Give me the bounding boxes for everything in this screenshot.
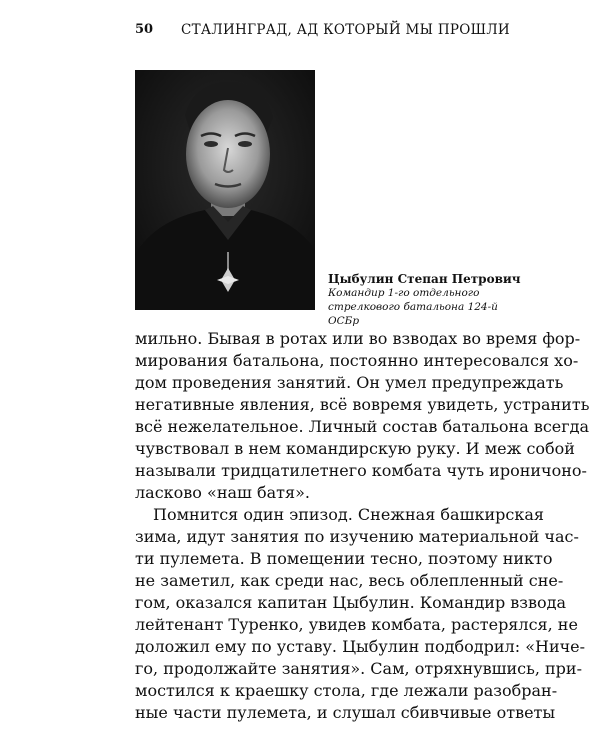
text-line: го, продолжайте занятия». Сам, отряхнувшись, при-: [135, 659, 582, 678]
text-line: ти пулемета. В помещении тесно, поэтому никто: [135, 549, 553, 568]
caption-role-line2: стрелкового батальона 124-й ОСБр: [328, 301, 498, 327]
paragraph-2: [135, 504, 586, 724]
text-line: чувствовал в нем командирскую руку. И меж собой: [135, 439, 575, 458]
caption-role-line1: Командир 1-го отдельного: [328, 287, 480, 299]
text-line: зима, идут занятия по изучению материальной час-: [135, 527, 579, 546]
text-line: доложил ему по уставу. Цыбулин подбодрил: «Ниче-: [135, 637, 586, 656]
photo-caption: [328, 272, 528, 328]
page-number: 50: [135, 22, 154, 37]
text-line: мостился к краешку стола, где лежали разобран-: [135, 681, 558, 700]
text-line: мирования батальона, постоянно интересовался хо-: [135, 351, 579, 370]
running-title: СТАЛИНГРАД, АД КОТОРЫЙ МЫ ПРОШЛИ: [180, 22, 510, 38]
text-line: дом проведения занятий. Он умел предупреждать: [135, 373, 564, 392]
text-line: мильно. Бывая в ротах или во взводах во время фор-: [135, 329, 581, 348]
text-line: лейтенант Туренко, увидев комбата, растерялся, не: [135, 615, 578, 634]
portrait-photo: [135, 70, 315, 310]
text-line: ласково «наш батя».: [135, 483, 310, 502]
page-header: [0, 22, 600, 42]
text-line: ные части пулемета, и слушал сбивчивые ответы: [135, 703, 556, 722]
body-text: [135, 328, 590, 724]
text-line: Помнится один эпизод. Снежная башкирская: [153, 505, 544, 524]
caption-name: Цыбулин Степан Петрович: [328, 272, 521, 286]
text-line: негативные явления, всё вовремя увидеть, устранить: [135, 395, 590, 414]
text-line: всё нежелательное. Личный состав батальона всегда: [135, 417, 590, 436]
paragraph-1: [135, 328, 590, 504]
text-line: не заметил, как среди нас, весь облепленный сне-: [135, 571, 564, 590]
portrait-image: [135, 70, 315, 310]
text-line: гом, оказался капитан Цыбулин. Командир взвода: [135, 593, 567, 612]
text-line: называли тридцатилетнего комбата чуть ироничоно-: [135, 461, 587, 480]
